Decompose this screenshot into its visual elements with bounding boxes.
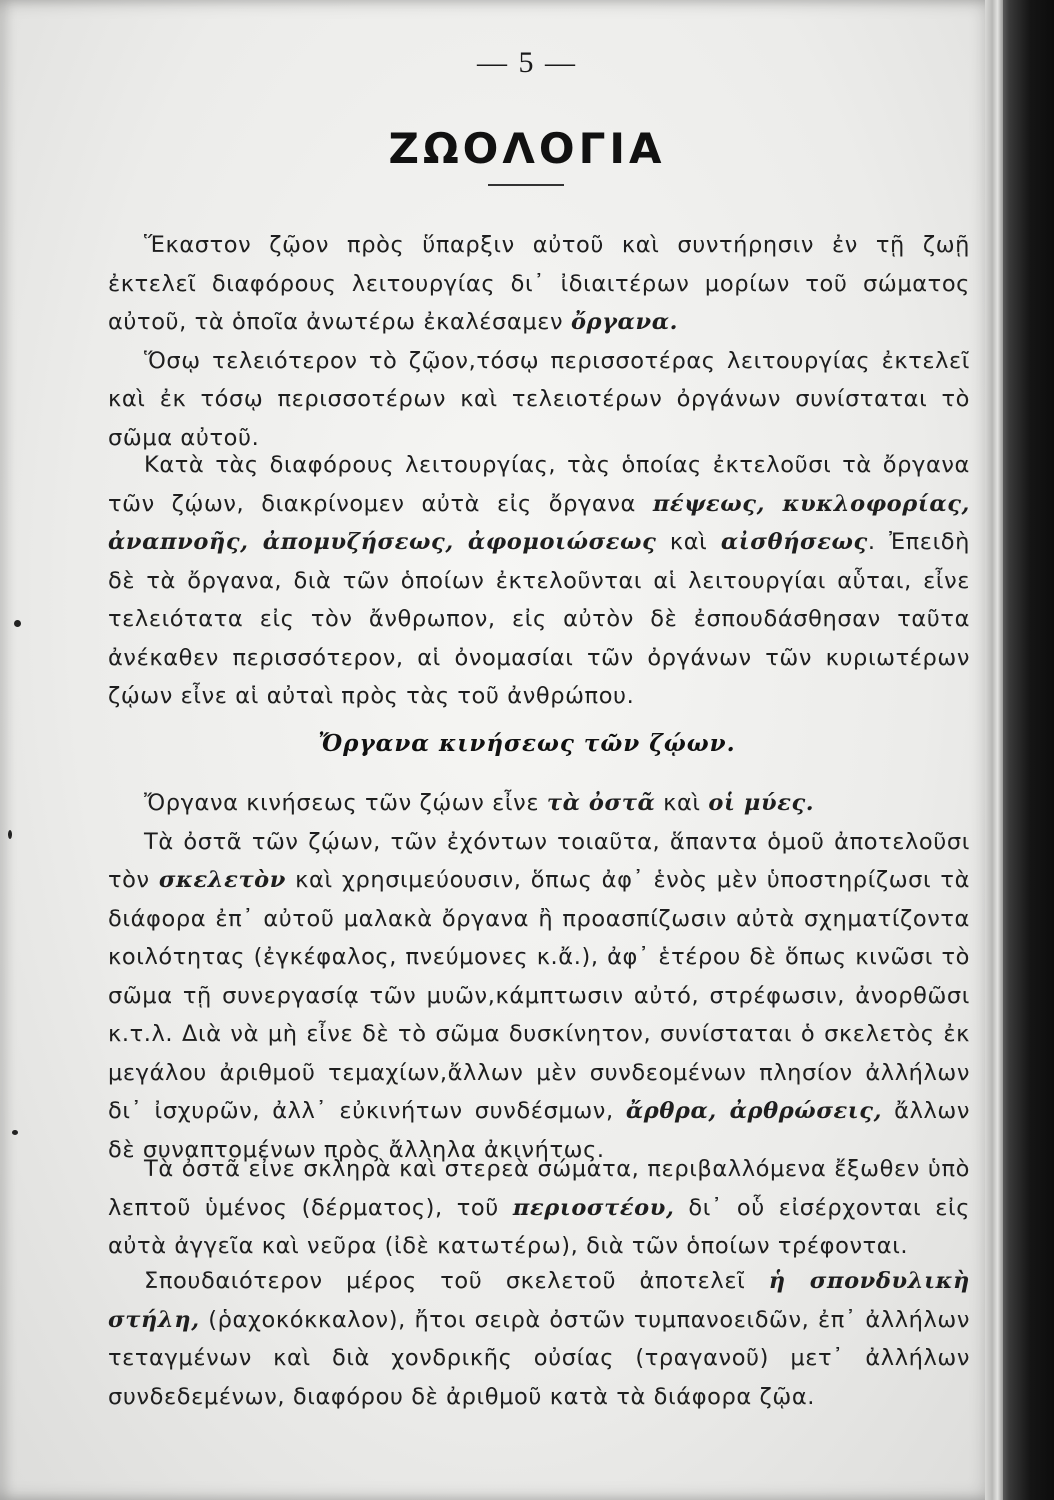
section-heading: Ὄργανα κινήσεως τῶν ζῴων. bbox=[318, 730, 736, 757]
paragraph-text: καὶ χρησιμεύουσιν, ὅπως ἀφ᾽ ἑνὸς μὲν ὑποστηρίζωσι τὰ διάφορα ἐπ᾽ αὐτοῦ μαλακὰ ὄργανα ἢ προασπίζωσιν αὐτὰ σχηματίζοντα κοιλότητας (ἐγκέφαλος, πνεύμονες κ.ἄ.), ἀφ᾽ ἑτέρου δὲ ὅπως κινῶσι τὸ σῶμα τῇ συνεργασίᾳ τῶν μυῶν,κάμπτωσιν αὐτό, στρέφωσιν, ἀνορθῶσι κ.τ.λ. Διὰ νὰ μὴ εἶνε δὲ τὸ σῶμα δυσκίνητον, συνίσταται ὁ σκελετὸς ἐκ μεγάλου ἀριθμοῦ τεμαχίων,ἄλλων μὲν συνδεομένων πλησίον ἀλλήλων δι᾽ ἰσχυρῶν, ἀλλ᾽ εὐκινήτων συνδέσμων, bbox=[108, 867, 971, 1124]
emphasis-term: αἰσθήσεως bbox=[720, 529, 868, 555]
paragraph-text: . Ἐπειδὴ δὲ τὰ ὄργανα, διὰ τῶν ὁποίων ἐκτελοῦνται αἱ λειτουργίαι αὗται, εἶνε τελειότατα εἰς τὸν ἄνθρωπον, εἰς αὐτὸν δὲ ἐσπουδάσθησαν ταῦτα ἀνέκαθεν περισσότερον, αἱ ὀνομασίαι τῶν ὀργάνων τῶν κυριωτέρων ζῴων εἶνε αἱ αὐταὶ πρὸς τὰς τοῦ ἀνθρώπου. bbox=[108, 529, 971, 709]
paragraph-text: καὶ bbox=[655, 790, 709, 816]
emphasis-term: περιοστέου, bbox=[512, 1194, 675, 1221]
emphasis-term: οἱ μύες. bbox=[708, 790, 815, 816]
paragraph-text: (ῥαχοκόκκαλον), ἤτοι σειρὰ ὀστῶν τυμπανοειδῶν, ἐπ᾽ ἀλλήλων τεταγμένων καὶ διὰ χονδρικῆς οὐσίας (τραγανοῦ) μετ᾽ ἀλλήλων συνδεδεμένων, διαφόρου δὲ ἀριθμοῦ κατὰ τὰ διάφορα ζῷα. bbox=[108, 1306, 970, 1410]
paragraph-text: Κατὰ τὰς διαφόρους λειτουργίας, τὰς ὁποίας ἐκτελοῦσι τὰ ὄργανα τῶν ζῴων, διακρίνομεν αὐτὰ εἰς ὄργανα bbox=[108, 452, 970, 517]
emphasis-term: σκελετὸν bbox=[158, 867, 287, 893]
paragraph-text: καὶ bbox=[656, 529, 721, 555]
scan-speck bbox=[14, 620, 21, 627]
movement-section bbox=[108, 784, 970, 1169]
paragraph bbox=[108, 823, 970, 1170]
paragraph-text: Σπουδαιότερον μέρος τοῦ σκελετοῦ ἀποτελεῖ bbox=[144, 1268, 769, 1294]
paragraph-text: Τὰ ὀστᾶ εἶνε σκληρὰ καὶ στερεὰ σώματα, περιβαλλόμενα ἔξωθεν ὑπὸ λεπτοῦ ὑμένος (δέρματος), τοῦ bbox=[108, 1156, 970, 1221]
paragraph-text: Ἕκαστον ζῷον πρὸς ὕπαρξιν αὐτοῦ καὶ συντήρησιν ἐν τῇ ζωῇ ἐκτελεῖ διαφόρους λειτουργίας δι᾽ ἰδιαιτέρων μορίων τοῦ σώματος αὐτοῦ, τὰ ὁποῖα ἀνωτέρω ἐκαλέσαμεν bbox=[108, 232, 970, 335]
paragraph bbox=[108, 1262, 970, 1416]
paragraph bbox=[108, 446, 970, 716]
scan-speck bbox=[12, 1130, 18, 1135]
page-title: ΖΩΟΛΟΓΙΑ bbox=[388, 124, 666, 173]
paragraph bbox=[108, 1150, 970, 1266]
paragraph-text: ἄλλων δὲ συναπτομένων πρὸς ἄλληλα ἀκινήτως. bbox=[108, 1098, 971, 1163]
scan-speck bbox=[8, 830, 12, 839]
emphasis-term: τὰ ὀστᾶ bbox=[546, 790, 656, 816]
bones-section bbox=[108, 1150, 970, 1266]
emphasis-term: ἡ σπονδυλικὴ στήλη, bbox=[108, 1268, 970, 1333]
paragraph bbox=[108, 342, 970, 458]
page-number: — 5 — bbox=[477, 46, 577, 79]
paragraph-text: Ὄργανα κινήσεως τῶν ζῴων εἶνε bbox=[144, 790, 547, 816]
paragraph bbox=[108, 226, 970, 342]
paragraph-text: Ὅσῳ τελειότερον τὸ ζῷον,τόσῳ περισσοτέρας λειτουργίας ἐκτελεῖ καὶ ἐκ τόσῳ περισσοτέρων καὶ τελειοτέρων ὀργάνων συνίσταται τὸ σῶμα αὐτοῦ. bbox=[108, 347, 970, 451]
paragraph bbox=[108, 784, 970, 823]
emphasis-term: ἄρθρα, ἀρθρώσεις, bbox=[625, 1098, 883, 1124]
paragraph-text: δι᾽ οὗ εἰσέρχονται εἰς αὐτὰ ἀγγεῖα καὶ νεῦρα (ἰδὲ κατωτέρω), διὰ τῶν ὁποίων τρέφονται. bbox=[108, 1194, 970, 1259]
emphasis-term: πέψεως, κυκλοφορίας, ἀναπνοῆς, ἀπομυζήσεως, ἀφομοιώσεως bbox=[108, 490, 970, 555]
paragraph-text: Τὰ ὀστᾶ τῶν ζῴων, τῶν ἐχόντων τοιαῦτα, ἅπαντα ὁμοῦ ἀποτελοῦσι τὸν bbox=[108, 828, 970, 893]
functions-section bbox=[108, 446, 970, 716]
intro-section bbox=[108, 226, 970, 457]
spine-section bbox=[108, 1262, 970, 1416]
emphasis-term: ὄργανα. bbox=[570, 309, 679, 335]
title-divider bbox=[488, 184, 564, 186]
